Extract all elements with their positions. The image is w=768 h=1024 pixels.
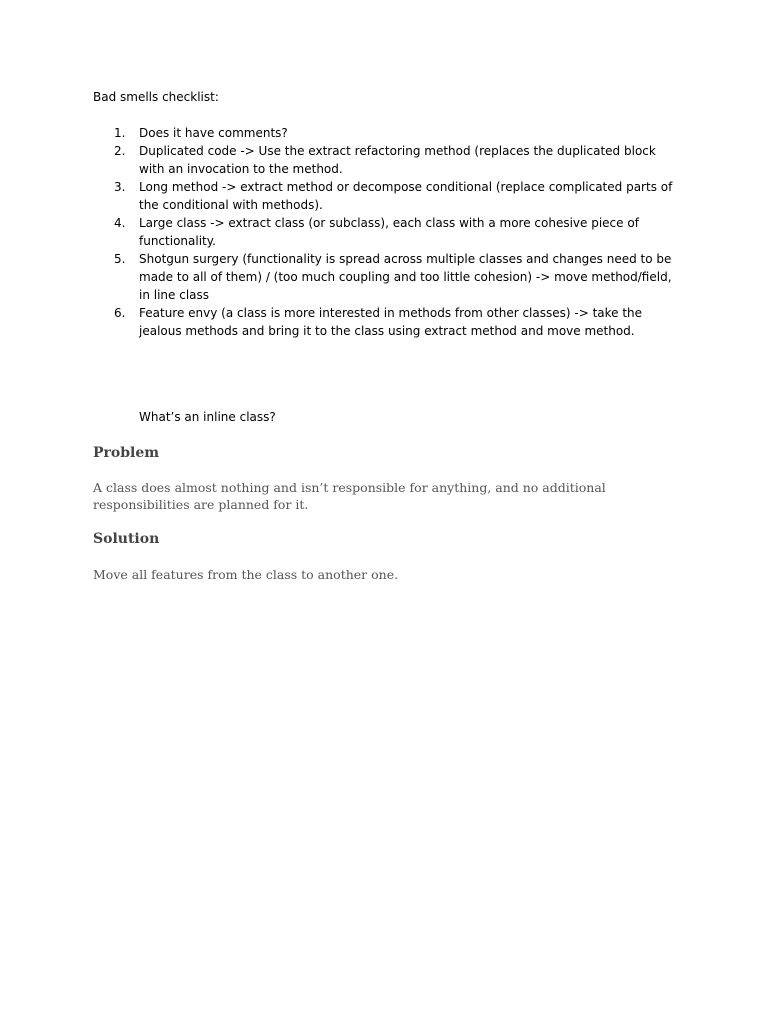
problem-text: A class does almost nothing and isn’t responsible for anything, and no additional responsibilities are planned for it. bbox=[93, 480, 606, 512]
solution-heading: Solution bbox=[93, 531, 160, 547]
inline-class-question: What’s an inline class? bbox=[139, 410, 276, 424]
list-number: 2. bbox=[114, 144, 126, 158]
list-number: 1. bbox=[114, 126, 126, 140]
list-number: 6. bbox=[114, 306, 126, 320]
list-item-text: Does it have comments? bbox=[139, 126, 288, 140]
checklist-intro: Bad smells checklist: bbox=[93, 90, 219, 104]
list-item-text: Large class -> extract class (or subclass), each class with a more cohesive piece of functionality. bbox=[139, 216, 639, 248]
list-item bbox=[114, 142, 684, 178]
list-item bbox=[114, 124, 684, 142]
list-item-text: Shotgun surgery (functionality is spread across multiple classes and changes need to be made to all of them) / (too much coupling and too little cohesion) -> move method/field, in line class bbox=[139, 252, 672, 302]
list-number: 4. bbox=[114, 216, 126, 230]
solution-text: Move all features from the class to another one. bbox=[93, 567, 399, 582]
problem-heading: Problem bbox=[93, 445, 160, 461]
list-item bbox=[114, 304, 684, 340]
bad-smells-list bbox=[114, 124, 684, 340]
list-number: 5. bbox=[114, 252, 126, 266]
list-item-text: Feature envy (a class is more interested in methods from other classes) -> take the jealous methods and bring it to the class using extract method and move method. bbox=[139, 306, 643, 338]
list-item bbox=[114, 178, 684, 214]
list-item bbox=[114, 250, 684, 304]
list-item-text: Duplicated code -> Use the extract refactoring method (replaces the duplicated block with an invocation to the method. bbox=[139, 144, 656, 176]
list-item bbox=[114, 214, 684, 250]
list-item-text: Long method -> extract method or decompose conditional (replace complicated parts of the conditional with methods). bbox=[139, 180, 673, 212]
list-number: 3. bbox=[114, 180, 126, 194]
